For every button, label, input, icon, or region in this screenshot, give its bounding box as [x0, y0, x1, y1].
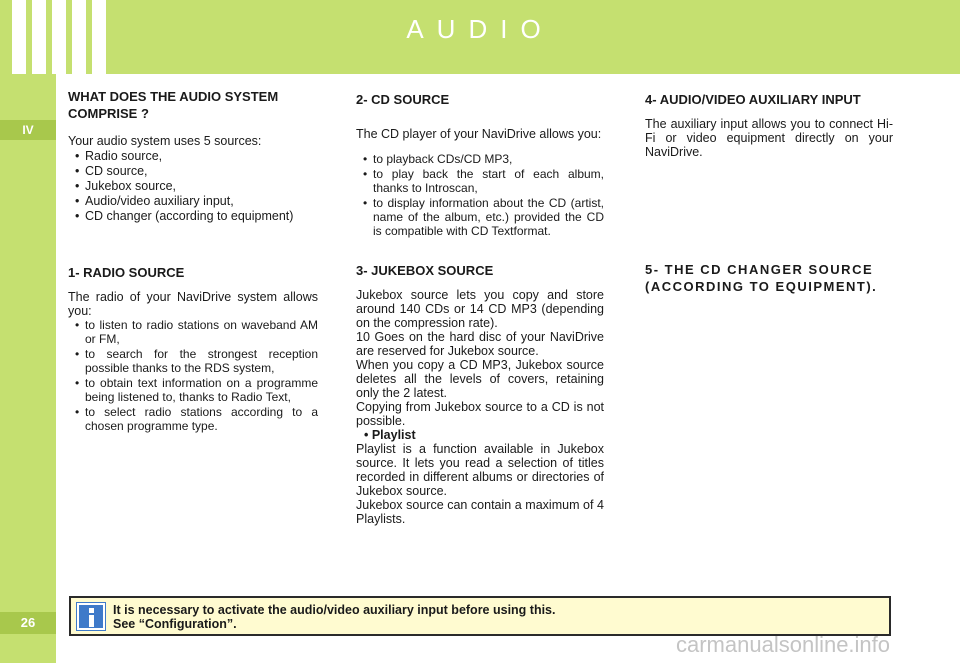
- jukebox-paragraph: When you copy a CD MP3, Jukebox source deletes all the levels of covers, retaining only the 2 latest.: [356, 358, 604, 400]
- list-item: • to search for the strongest reception possible thanks to the RDS system,: [68, 347, 318, 375]
- section-intro: [68, 88, 318, 223]
- jukebox-paragraph: Copying from Jukebox source to a CD is not possible.: [356, 400, 604, 428]
- cd-list: [356, 152, 604, 238]
- info-text: [113, 603, 555, 631]
- page-number: 26: [0, 612, 56, 634]
- info-box: [69, 596, 891, 636]
- changer-heading: 5- THE CD CHANGER SOURCE (ACCORDING TO EQUIPMENT).: [645, 262, 878, 294]
- list-item: • CD source,: [68, 164, 318, 178]
- jukebox-paragraph: Jukebox source lets you copy and store around 140 CDs or 14 CD MP3 (depending on the compression rate).: [356, 288, 604, 330]
- watermark: carmanualsonline.info: [676, 632, 891, 657]
- playlist-paragraph: Jukebox source can contain a maximum of 4 Playlists.: [356, 498, 604, 526]
- intro-text: Your audio system uses 5 sources:: [68, 134, 262, 148]
- info-icon: [77, 603, 105, 630]
- playlist-paragraph: Playlist is a function available in Jukebox source. It lets you read a selection of titles recorded in different albums or directories of Jukebox source.: [356, 442, 604, 498]
- list-item: • to display information about the CD (artist, name of the album, etc.) provided the CD is compatible with CD Textformat.: [356, 196, 604, 238]
- list-item: • to playback CDs/CD MP3,: [356, 152, 604, 166]
- list-item: • to obtain text information on a programme being listened to, thanks to Radio Text,: [68, 376, 318, 404]
- list-item: • to listen to radio stations on waveband AM or FM,: [68, 318, 318, 346]
- page-title: AUDIO: [406, 14, 554, 44]
- info-line: It is necessary to activate the audio/video auxiliary input before using this.: [113, 603, 556, 617]
- jukebox-paragraph: 10 Goes on the hard disc of your NaviDrive are reserved for Jukebox source.: [356, 330, 604, 358]
- header-bar: [0, 0, 960, 74]
- section-aux: [645, 91, 893, 159]
- chapter-tab: IV: [0, 120, 56, 140]
- aux-heading: 4- AUDIO/VIDEO AUXILIARY INPUT: [645, 92, 861, 107]
- radio-list: [68, 318, 318, 433]
- list-item: • Jukebox source,: [68, 179, 318, 193]
- section-changer: [645, 261, 893, 295]
- aux-text: The auxiliary input allows you to connect Hi-Fi or video equipment directly on your NaviDrive.: [645, 117, 893, 159]
- playlist-label: • Playlist: [364, 428, 416, 442]
- cd-heading: 2- CD SOURCE: [356, 92, 450, 107]
- cd-text: The CD player of your NaviDrive allows you:: [356, 127, 602, 141]
- info-line: See “Configuration”.: [113, 617, 237, 631]
- list-item: • Radio source,: [68, 149, 318, 163]
- list-item: • to play back the start of each album, thanks to Introscan,: [356, 167, 604, 195]
- intro-list: [68, 149, 318, 223]
- radio-text: The radio of your NaviDrive system allows you:: [68, 290, 318, 318]
- list-item: • Audio/video auxiliary input,: [68, 194, 318, 208]
- jukebox-heading: 3- JUKEBOX SOURCE: [356, 263, 494, 278]
- list-item: • CD changer (according to equipment): [68, 209, 318, 223]
- section-cd: [356, 91, 604, 238]
- section-jukebox: [356, 262, 604, 526]
- sidebar: [0, 74, 56, 663]
- list-item: • to select radio stations according to a chosen programme type.: [68, 405, 318, 433]
- intro-heading: WHAT DOES THE AUDIO SYSTEM COMPRISE ?: [68, 89, 279, 121]
- radio-heading: 1- RADIO SOURCE: [68, 265, 185, 280]
- section-radio: [68, 264, 318, 433]
